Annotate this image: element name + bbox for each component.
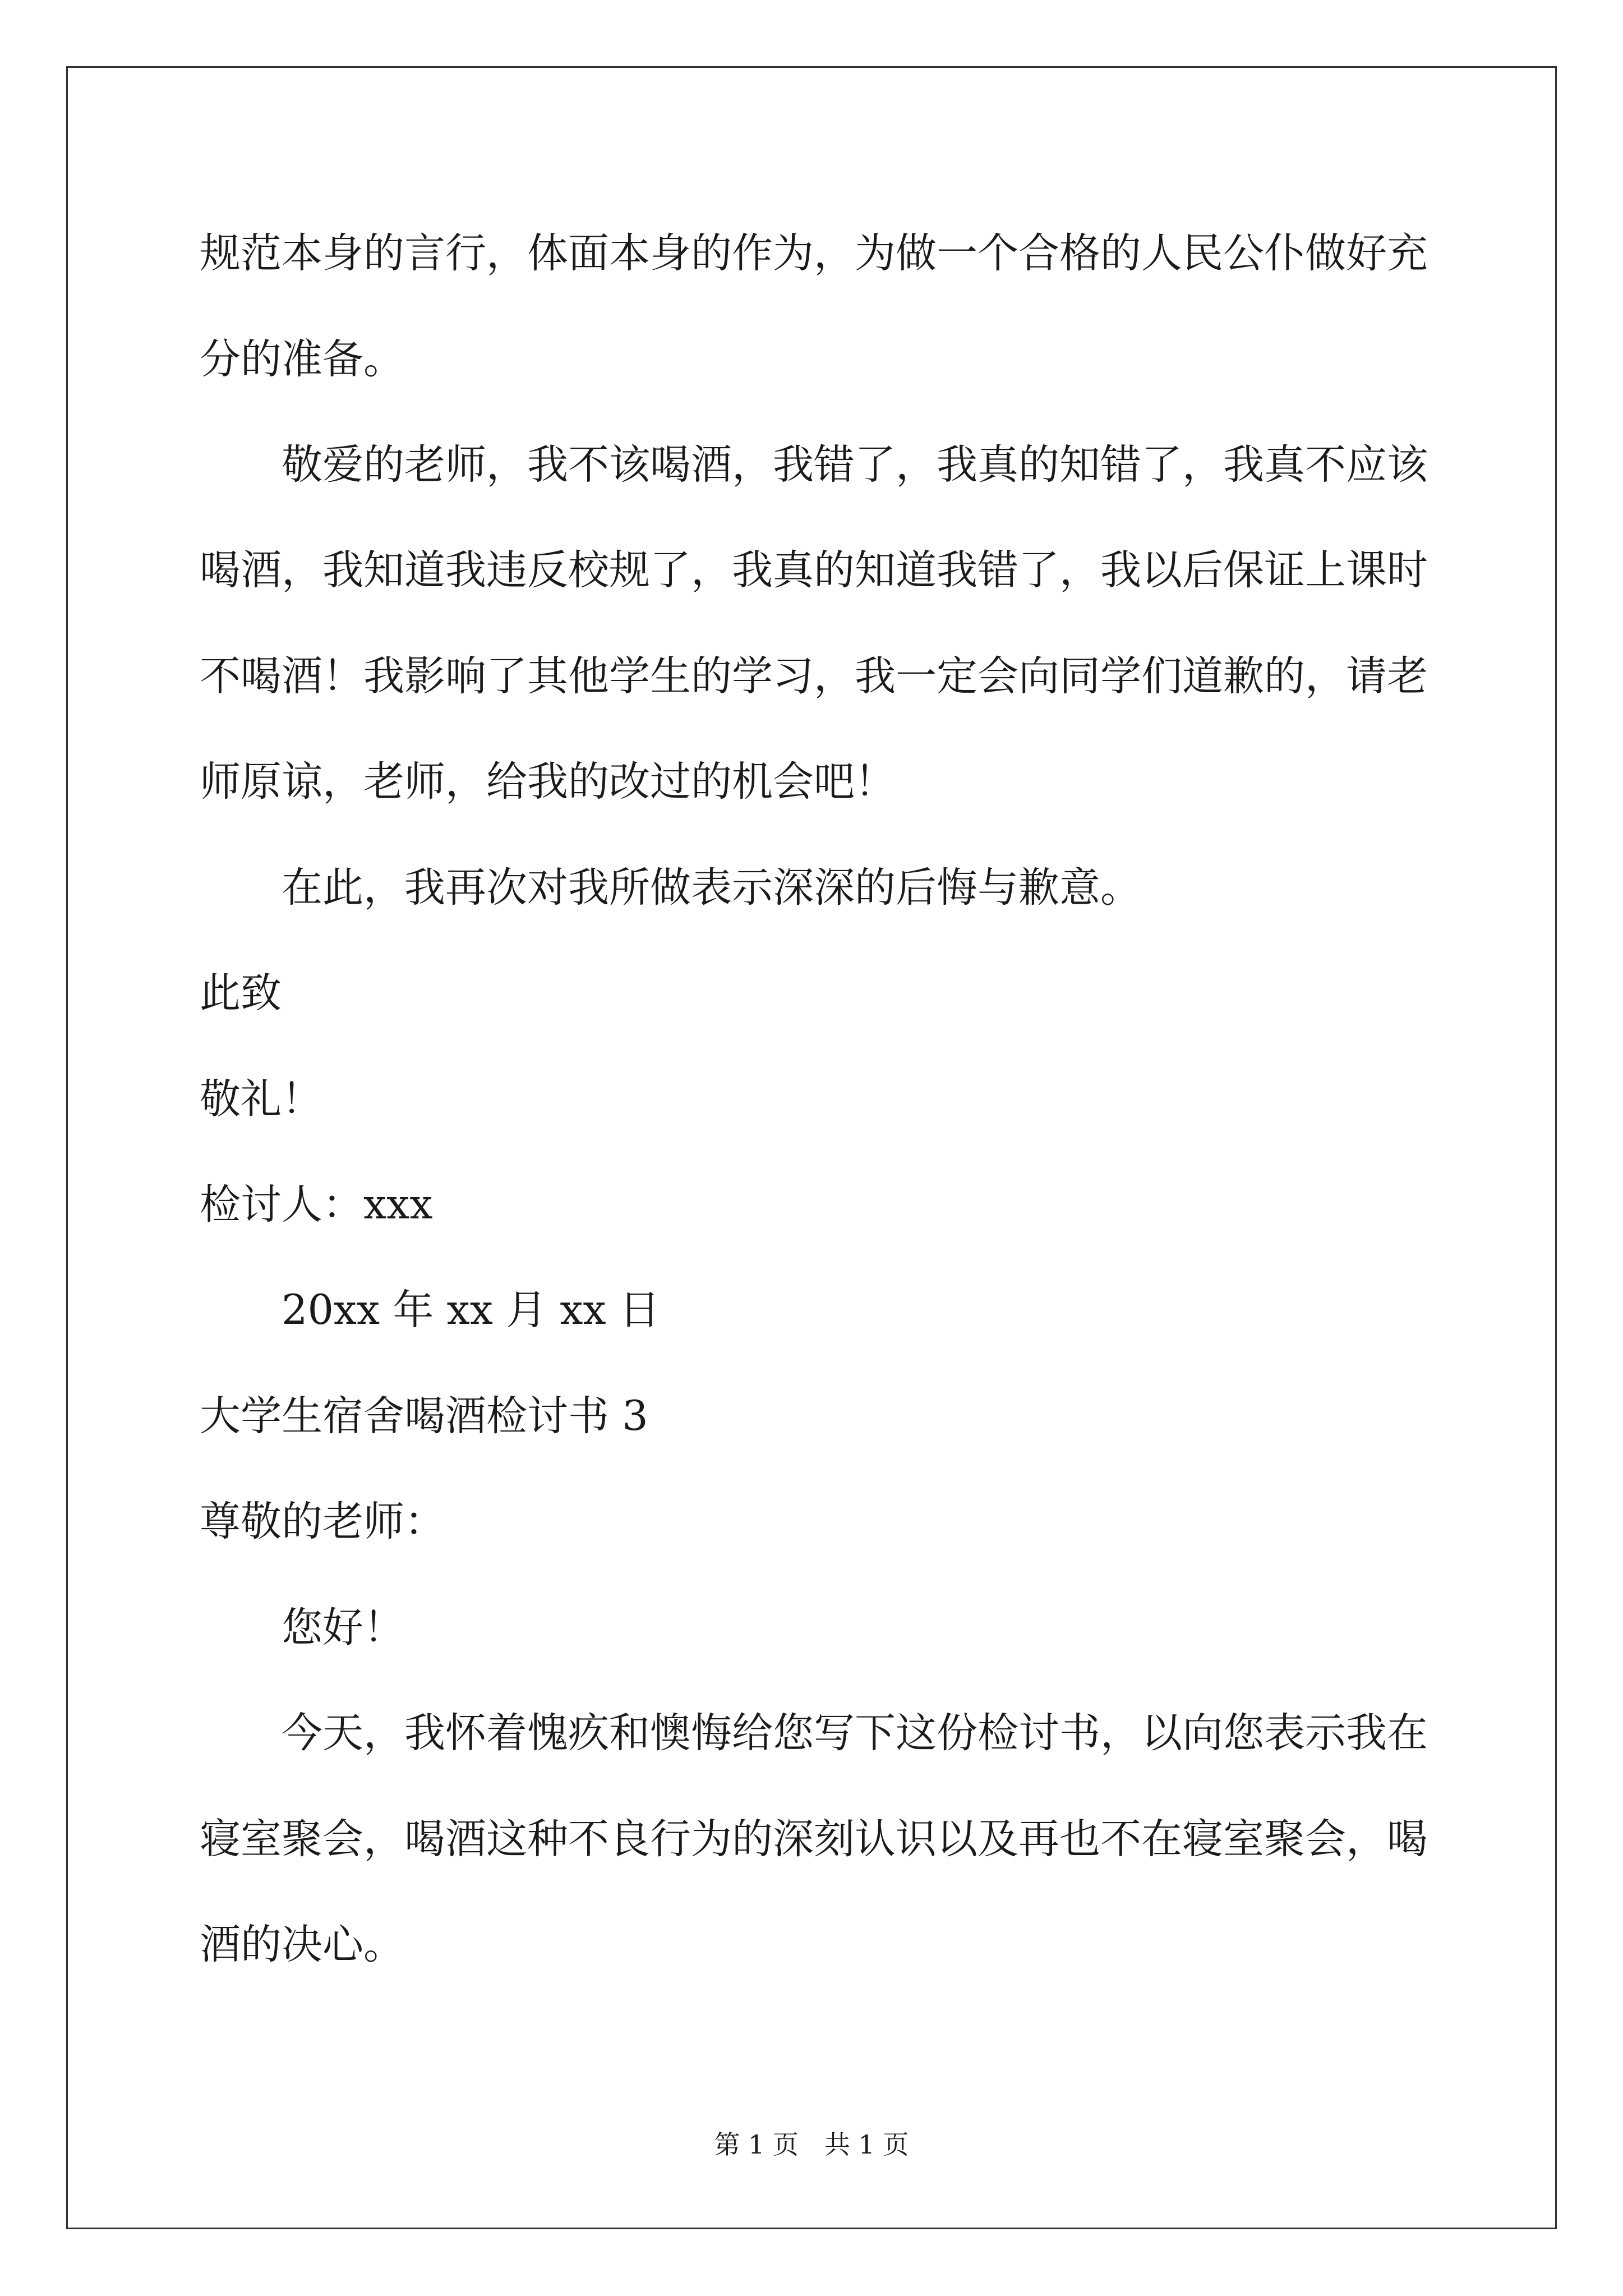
closing-salutation: 此致 [200, 969, 282, 1017]
text-line-2: 分的准备。 [200, 335, 404, 383]
text-line-16: 寝室聚会，喝酒这种不良行为的深刻认识以及再也不在寝室聚会，喝 [200, 1815, 1428, 1863]
page-border [66, 66, 1557, 2229]
signature-line: 检讨人：xxx [200, 1181, 433, 1228]
greeting: 尊敬的老师： [200, 1498, 445, 1545]
text-line-7: 在此，我再次对我所做表示深深的后悔与歉意。 [200, 864, 1141, 912]
text-line-5: 不喝酒！我影响了其他学生的学习，我一定会向同学们道歉的，请老 [200, 652, 1428, 700]
greeting-hello: 您好！ [200, 1604, 404, 1651]
text-line-6: 师原谅，老师，给我的改过的机会吧！ [200, 758, 896, 806]
page-footer: 第 1 页 共 1 页 [714, 2129, 909, 2160]
text-line-15: 今天，我怀着愧疚和懊悔给您写下这份检讨书，以向您表示我在 [200, 1709, 1428, 1757]
date-line: 20xx 年 xx 月 xx 日 [200, 1286, 660, 1334]
text-line-1: 规范本身的言行，体面本身的作为，为做一个合格的人民公仆做好充 [200, 229, 1428, 277]
text-line-17: 酒的决心。 [200, 1921, 404, 1968]
text-line-4: 喝酒，我知道我违反校规了，我真的知道我错了，我以后保证上课时 [200, 546, 1428, 594]
section-title: 大学生宿舍喝酒检讨书 3 [200, 1392, 648, 1440]
closing-regards: 敬礼！ [200, 1075, 322, 1123]
text-line-3: 敬爱的老师，我不该喝酒，我错了，我真的知错了，我真不应该 [200, 441, 1428, 489]
